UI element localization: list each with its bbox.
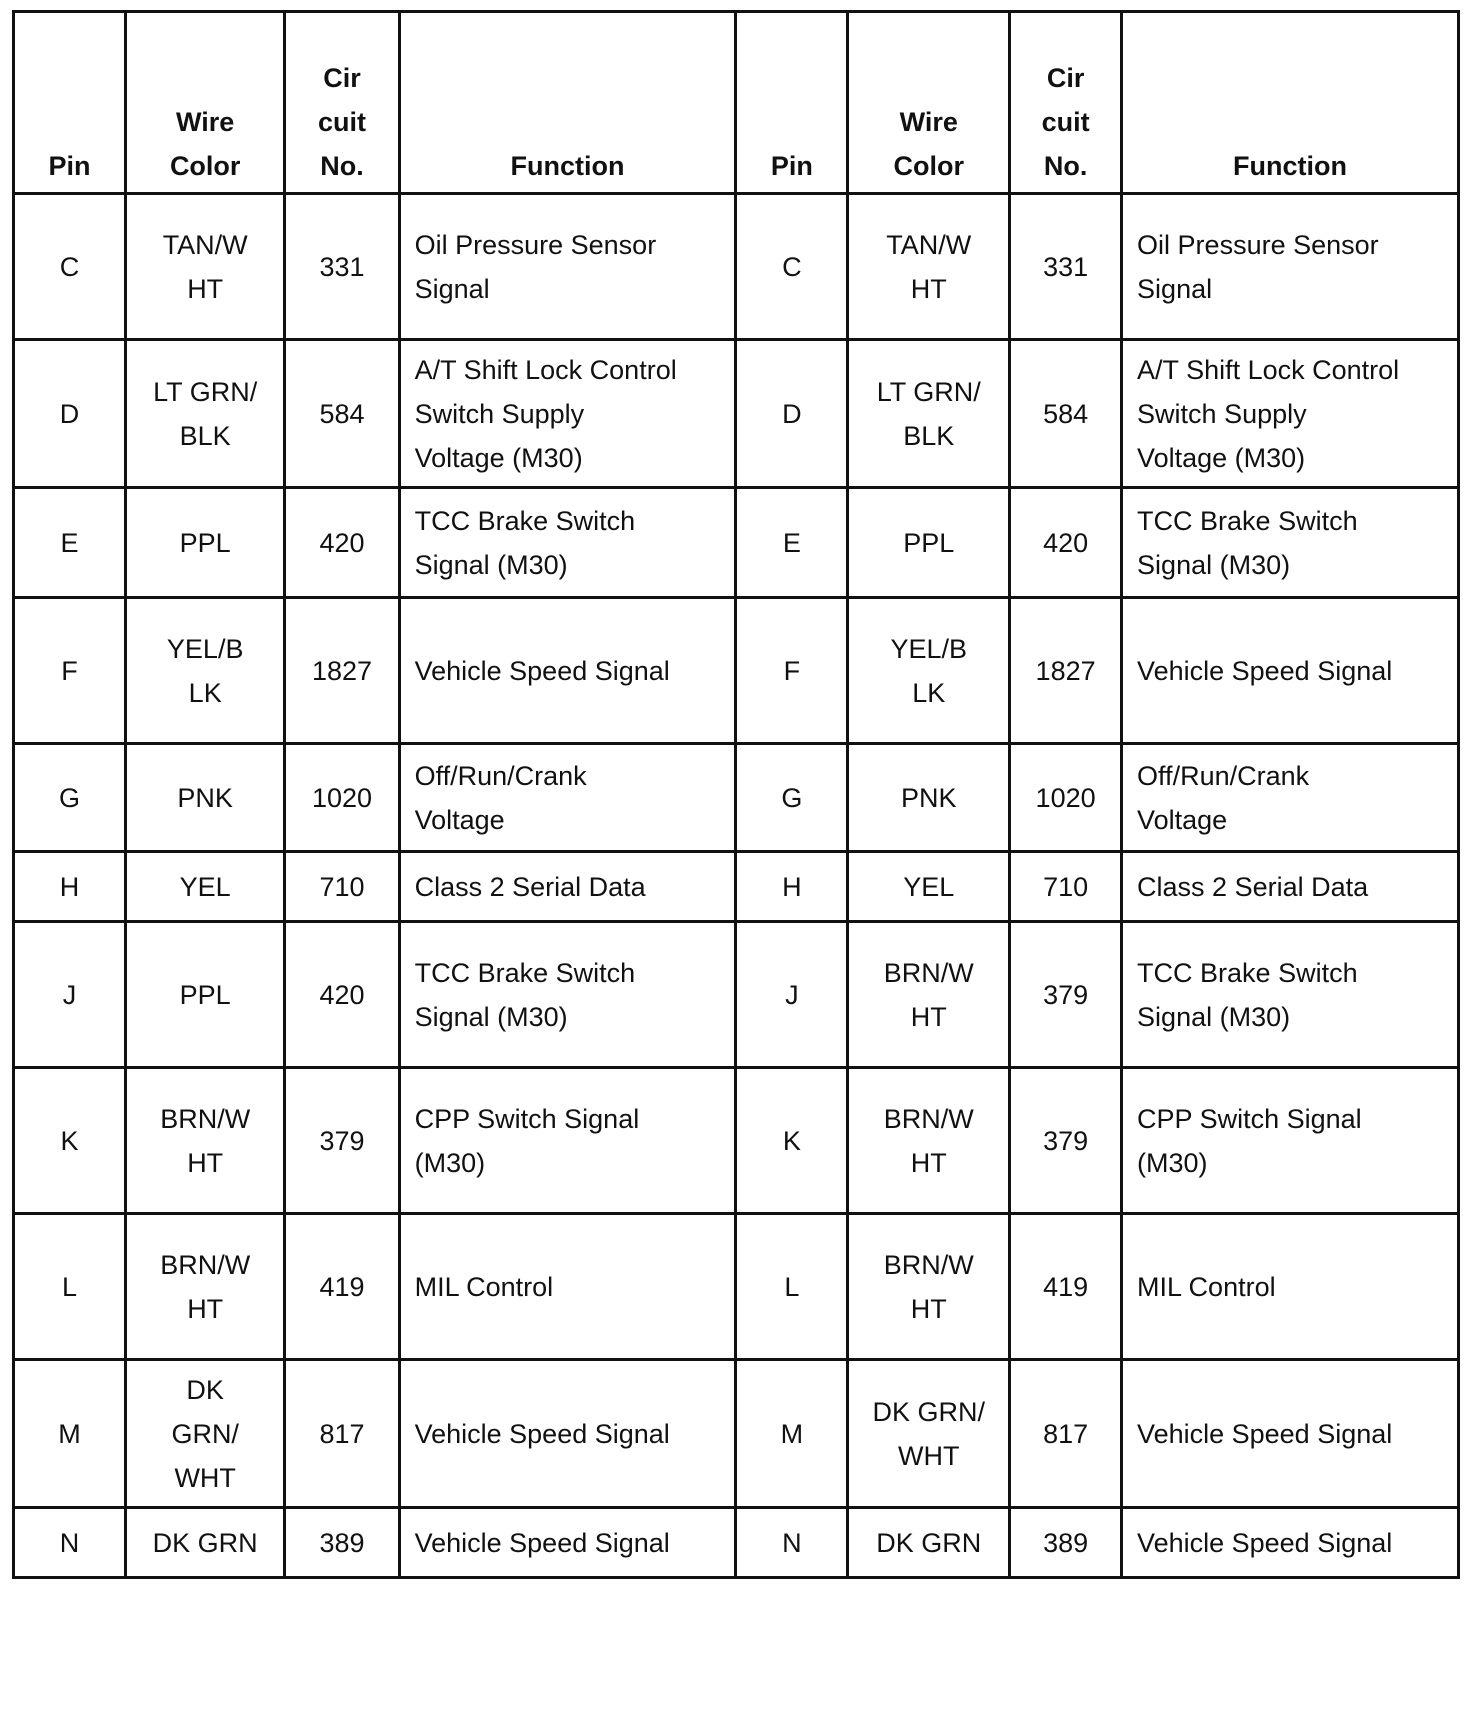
function-cell-text: TCC Brake Switch Signal (M30) [1137,505,1358,580]
function-cell-right [1122,922,1459,1068]
wire-color-cell-text: DK GRN [876,1527,982,1558]
function-cell-text: Off/Run/Crank Voltage [1137,760,1310,835]
wire-color-cell-text: DK GRN [152,1527,258,1558]
function-cell-left [399,488,736,598]
wire-color-cell-left [125,1360,285,1508]
pin-cell-right [736,852,848,922]
circuit-no-cell-text: 379 [319,1125,365,1156]
function-cell-right [1122,598,1459,744]
pin-cell-text: L [61,1271,77,1302]
pin-cell-right [736,1068,848,1214]
pin-cell-text: J [785,979,799,1010]
connector-pin-table [12,10,1460,1579]
pin-cell-right [736,1360,848,1508]
header-circuit-no-left: Cir cuit No. [285,12,399,194]
function-cell-text: CPP Switch Signal (M30) [414,1103,640,1178]
header-pin-left: Pin [14,12,126,194]
circuit-no-cell-left [285,922,399,1068]
table-row [14,1214,1459,1360]
circuit-no-cell-text: 710 [319,871,365,902]
wire-color-cell-text: BRN/W HT [160,1103,251,1178]
function-cell-text: Class 2 Serial Data [414,871,646,902]
wire-color-cell-text: YEL/B LK [890,633,968,708]
wire-color-cell-left [125,922,285,1068]
pin-cell-left [14,1214,126,1360]
function-cell-text: TCC Brake Switch Signal (M30) [414,505,636,580]
function-cell-text: A/T Shift Lock Control Switch Supply Voltage (M30) [1137,354,1400,473]
circuit-no-cell-right [1010,340,1122,488]
table-body [14,194,1459,1578]
circuit-no-cell-text: 379 [1043,979,1089,1010]
function-cell-text: Vehicle Speed Signal [1137,1418,1393,1449]
circuit-no-cell-left [285,1360,399,1508]
function-cell-right [1122,1508,1459,1578]
wire-color-cell-left [125,852,285,922]
wire-color-cell-right [848,598,1010,744]
wire-color-cell-text: TAN/W HT [162,229,248,304]
table-row [14,598,1459,744]
circuit-no-cell-right [1010,488,1122,598]
pin-cell-text: D [59,398,80,429]
circuit-no-cell-text: 419 [1043,1271,1089,1302]
pin-cell-left [14,922,126,1068]
circuit-no-cell-right [1010,922,1122,1068]
function-cell-text: Oil Pressure Sensor Signal [414,229,657,304]
wire-color-cell-text: PPL [179,979,231,1010]
pin-cell-text: E [60,527,79,558]
function-cell-text: Vehicle Speed Signal [1137,655,1393,686]
circuit-no-cell-right [1010,1508,1122,1578]
wire-color-cell-text: DK GRN/ WHT [872,1396,985,1471]
wire-color-cell-text: TAN/W HT [886,229,972,304]
wire-color-cell-right [848,1360,1010,1508]
function-cell-right [1122,1214,1459,1360]
pin-cell-left [14,744,126,852]
circuit-no-cell-text: 419 [319,1271,365,1302]
wire-color-cell-text: YEL/B LK [166,633,244,708]
header-pin-right: Pin [736,12,848,194]
pin-cell-left [14,1508,126,1578]
wire-color-cell-text: YEL [903,871,955,902]
pin-cell-text: G [781,782,803,813]
pin-cell-left [14,598,126,744]
function-cell-left [399,598,736,744]
wire-color-cell-right [848,488,1010,598]
pin-cell-text: F [783,655,801,686]
pin-cell-text: E [782,527,801,558]
circuit-no-cell-left [285,488,399,598]
pin-cell-text: M [780,1418,804,1449]
pin-cell-right [736,922,848,1068]
table-row [14,1068,1459,1214]
function-cell-text: Vehicle Speed Signal [414,1527,670,1558]
wire-color-cell-right [848,852,1010,922]
circuit-no-cell-right [1010,1360,1122,1508]
pin-cell-text: K [782,1125,801,1156]
wire-color-cell-text: BRN/W HT [883,1103,974,1178]
wire-color-cell-right [848,340,1010,488]
function-cell-text: A/T Shift Lock Control Switch Supply Voltage (M30) [414,354,677,473]
function-cell-text: Off/Run/Crank Voltage [414,760,587,835]
pin-cell-right [736,744,848,852]
wire-color-cell-right [848,922,1010,1068]
circuit-no-cell-left [285,194,399,340]
function-cell-text: Class 2 Serial Data [1137,871,1369,902]
pin-cell-left [14,852,126,922]
function-cell-right [1122,1360,1459,1508]
wire-color-cell-text: PNK [900,782,957,813]
table-row [14,488,1459,598]
circuit-no-cell-left [285,1068,399,1214]
wire-color-cell-left [125,1214,285,1360]
header-circuit-no-right: Cir cuit No. [1010,12,1122,194]
pin-cell-text: C [782,251,802,282]
function-cell-left [399,1360,736,1508]
table-row [14,1360,1459,1508]
wire-color-cell-text: DK GRN/ WHT [171,1374,239,1493]
function-cell-right [1122,1068,1459,1214]
wire-color-cell-text: PPL [903,527,955,558]
pin-cell-right [736,194,848,340]
wire-color-cell-left [125,488,285,598]
function-cell-left [399,340,736,488]
function-cell-right [1122,744,1459,852]
pin-cell-text: M [58,1418,81,1449]
table-row [14,744,1459,852]
circuit-no-cell-left [285,598,399,744]
circuit-no-cell-left [285,1508,399,1578]
function-cell-text: Vehicle Speed Signal [1137,1527,1393,1558]
wire-color-cell-text: BRN/W HT [160,1249,251,1324]
wire-color-cell-text: BRN/W HT [883,1249,974,1324]
wire-color-cell-right [848,194,1010,340]
document-page [12,10,1460,1730]
wire-color-cell-left [125,598,285,744]
pin-cell-text: L [784,1271,800,1302]
function-cell-text: Vehicle Speed Signal [414,1418,670,1449]
function-cell-left [399,1068,736,1214]
pin-cell-left [14,340,126,488]
function-cell-text: MIL Control [1137,1271,1276,1302]
circuit-no-cell-text: 1020 [1035,782,1096,813]
circuit-no-cell-right [1010,1214,1122,1360]
pin-cell-text: N [782,1527,802,1558]
wire-color-cell-text: YEL [179,871,231,902]
function-cell-text: CPP Switch Signal (M30) [1137,1103,1362,1178]
header-wire-color-right: Wire Color [848,12,1010,194]
table-row [14,1508,1459,1578]
circuit-no-cell-left [285,852,399,922]
function-cell-right [1122,340,1459,488]
circuit-no-cell-text: 584 [319,398,365,429]
circuit-no-cell-text: 584 [1043,398,1089,429]
pin-cell-right [736,488,848,598]
table-header-row [14,12,1459,194]
circuit-no-cell-text: 420 [319,979,365,1010]
circuit-no-cell-text: 420 [319,527,365,558]
pin-cell-text: N [59,1527,80,1558]
circuit-no-cell-text: 817 [1043,1418,1089,1449]
pin-cell-right [736,340,848,488]
function-cell-text: Vehicle Speed Signal [414,655,670,686]
circuit-no-cell-text: 1020 [311,782,373,813]
pin-cell-text: C [59,251,80,282]
function-cell-right [1122,488,1459,598]
circuit-no-cell-right [1010,1068,1122,1214]
function-cell-left [399,922,736,1068]
function-cell-left [399,744,736,852]
pin-cell-left [14,1068,126,1214]
function-cell-text: TCC Brake Switch Signal (M30) [1137,957,1358,1032]
wire-color-cell-left [125,340,285,488]
wire-color-cell-left [125,194,285,340]
pin-cell-text: H [782,871,802,902]
function-cell-right [1122,194,1459,340]
pin-cell-text: G [58,782,80,813]
circuit-no-cell-text: 379 [1043,1125,1089,1156]
function-cell-left [399,1214,736,1360]
wire-color-cell-right [848,1068,1010,1214]
pin-cell-left [14,488,126,598]
circuit-no-cell-right [1010,194,1122,340]
wire-color-cell-text: PPL [179,527,231,558]
wire-color-cell-text: PNK [177,782,233,813]
table-row [14,852,1459,922]
circuit-no-cell-text: 710 [1043,871,1089,902]
circuit-no-cell-right [1010,598,1122,744]
circuit-no-cell-right [1010,744,1122,852]
table-row [14,340,1459,488]
wire-color-cell-text: BRN/W HT [883,957,974,1032]
function-cell-right [1122,852,1459,922]
pin-cell-text: K [60,1125,79,1156]
header-function-left: Function [399,12,736,194]
pin-cell-text: J [62,979,77,1010]
function-cell-text: TCC Brake Switch Signal (M30) [414,957,636,1032]
circuit-no-cell-text: 331 [319,251,365,282]
header-wire-color-left: Wire Color [125,12,285,194]
wire-color-cell-left [125,1068,285,1214]
pin-cell-text: H [59,871,80,902]
pin-cell-right [736,1508,848,1578]
wire-color-cell-text: LT GRN/ BLK [876,376,981,451]
function-cell-text: MIL Control [414,1271,554,1302]
table-row [14,194,1459,340]
circuit-no-cell-text: 1827 [1035,655,1096,686]
circuit-no-cell-left [285,1214,399,1360]
circuit-no-cell-text: 817 [319,1418,365,1449]
circuit-no-cell-text: 1827 [311,655,373,686]
function-cell-text: Oil Pressure Sensor Signal [1137,229,1379,304]
pin-cell-left [14,1360,126,1508]
circuit-no-cell-left [285,744,399,852]
function-cell-left [399,1508,736,1578]
circuit-no-cell-left [285,340,399,488]
wire-color-cell-text: LT GRN/ BLK [153,376,258,451]
circuit-no-cell-text: 420 [1043,527,1089,558]
wire-color-cell-left [125,1508,285,1578]
pin-cell-text: D [782,398,802,429]
circuit-no-cell-text: 389 [319,1527,365,1558]
pin-cell-text: F [61,655,78,686]
function-cell-left [399,194,736,340]
circuit-no-cell-right [1010,852,1122,922]
header-function-right: Function [1122,12,1459,194]
wire-color-cell-right [848,1214,1010,1360]
pin-cell-left [14,194,126,340]
wire-color-cell-left [125,744,285,852]
function-cell-left [399,852,736,922]
circuit-no-cell-text: 331 [1043,251,1089,282]
wire-color-cell-right [848,1508,1010,1578]
pin-cell-right [736,1214,848,1360]
circuit-no-cell-text: 389 [1043,1527,1089,1558]
pin-cell-right [736,598,848,744]
table-row [14,922,1459,1068]
wire-color-cell-right [848,744,1010,852]
